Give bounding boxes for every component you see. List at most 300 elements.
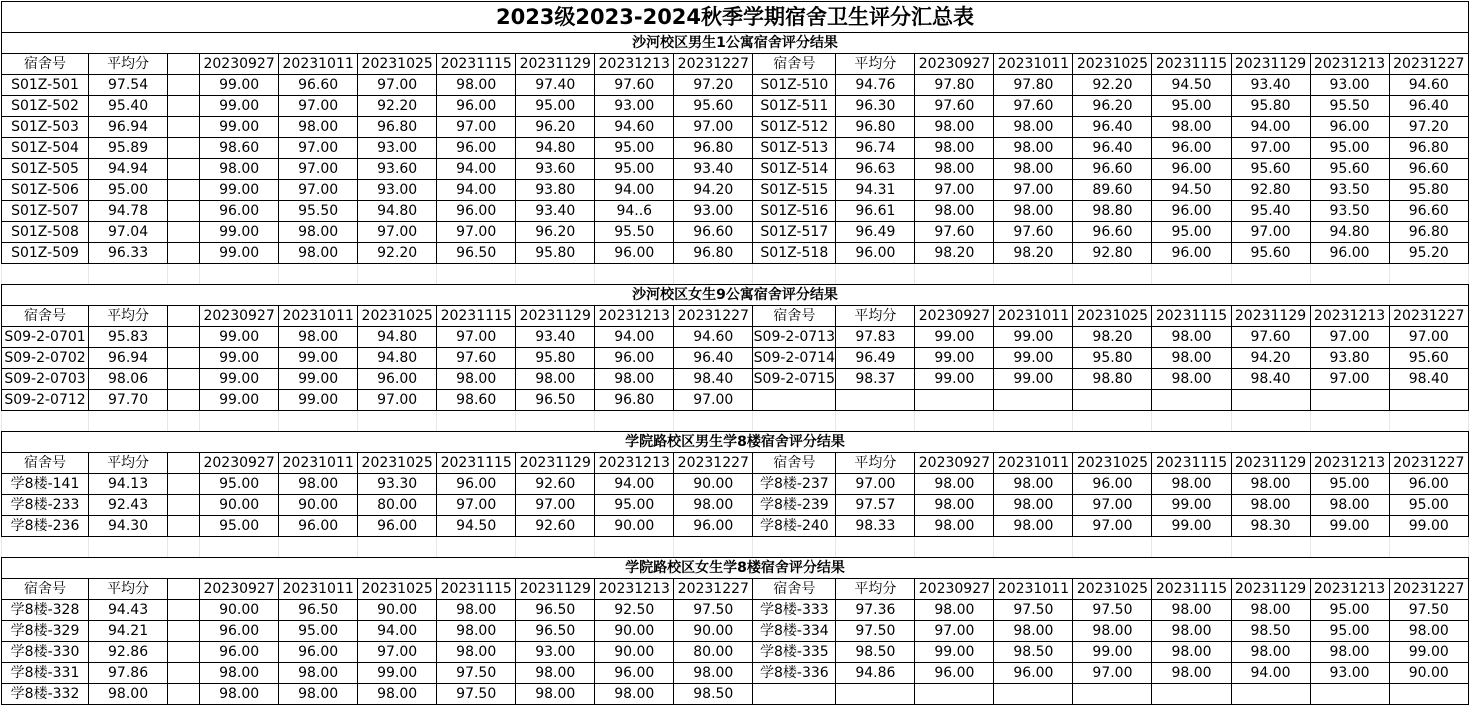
table-row — [2, 159, 1469, 180]
score-cell — [168, 516, 200, 537]
column-header: 20231129 — [516, 453, 595, 474]
column-header: 20231129 — [516, 579, 595, 600]
room-cell: S01Z-510 — [753, 75, 836, 96]
score-cell: 96.00 — [1152, 138, 1231, 159]
score-cell: 94.50 — [1152, 180, 1231, 201]
score-cell: 98.00 — [1152, 474, 1231, 495]
room-cell: S01Z-511 — [753, 96, 836, 117]
score-cell: 96.63 — [836, 159, 915, 180]
score-cell: 97.00 — [674, 390, 753, 411]
score-cell: 90.00 — [595, 621, 674, 642]
score-cell: 97.00 — [1073, 516, 1152, 537]
score-cell: 90.00 — [1389, 663, 1468, 684]
score-cell — [168, 138, 200, 159]
score-cell: 95.00 — [200, 516, 279, 537]
score-cell: 99.00 — [994, 348, 1073, 369]
score-cell: 99.00 — [915, 642, 994, 663]
score-cell: 99.00 — [200, 96, 279, 117]
room-cell: 学8楼-328 — [2, 600, 89, 621]
spacer-row — [2, 411, 1469, 432]
score-cell: 92.80 — [1231, 180, 1310, 201]
score-cell — [168, 243, 200, 264]
score-cell: 96.94 — [89, 117, 168, 138]
room-cell: S01Z-517 — [753, 222, 836, 243]
score-cell: 97.83 — [836, 327, 915, 348]
score-cell: 97.86 — [89, 663, 168, 684]
score-cell: 97.60 — [994, 222, 1073, 243]
spacer-cell — [994, 411, 1073, 432]
column-header: 20231025 — [1073, 453, 1152, 474]
column-header: 20231213 — [1310, 306, 1389, 327]
score-cell: 97.60 — [595, 75, 674, 96]
score-cell: 98.50 — [1231, 621, 1310, 642]
room-cell: S01Z-505 — [2, 159, 89, 180]
score-cell — [168, 96, 200, 117]
score-cell: 97.60 — [915, 222, 994, 243]
spacer-cell — [836, 264, 915, 285]
score-cell: 95.00 — [1152, 222, 1231, 243]
column-header: 平均分 — [836, 54, 915, 75]
spacer-cell — [89, 264, 168, 285]
column-header: 20231227 — [674, 579, 753, 600]
score-cell: 94.78 — [89, 201, 168, 222]
score-cell: 95.00 — [1310, 600, 1389, 621]
spacer-cell — [279, 411, 358, 432]
spacer-cell — [200, 537, 279, 558]
table-row — [2, 516, 1469, 537]
score-cell: 92.50 — [595, 600, 674, 621]
score-cell: 95.50 — [1310, 96, 1389, 117]
score-cell: 98.00 — [994, 495, 1073, 516]
score-cell: 97.00 — [915, 621, 994, 642]
score-cell: 98.00 — [1310, 495, 1389, 516]
score-cell: 99.00 — [200, 390, 279, 411]
spacer-cell — [1152, 537, 1231, 558]
score-cell: 94.86 — [836, 663, 915, 684]
score-cell: 96.00 — [200, 642, 279, 663]
spacer-cell — [437, 264, 516, 285]
room-cell: S01Z-508 — [2, 222, 89, 243]
score-cell: 93.00 — [358, 180, 437, 201]
score-cell: 99.00 — [279, 348, 358, 369]
room-cell: 学8楼-329 — [2, 621, 89, 642]
score-cell: 98.00 — [279, 684, 358, 705]
score-cell — [1310, 390, 1389, 411]
column-header: 宿舍号 — [753, 579, 836, 600]
spacer-cell — [994, 264, 1073, 285]
score-cell: 96.50 — [437, 243, 516, 264]
column-header: 平均分 — [89, 579, 168, 600]
score-cell: 94..6 — [595, 201, 674, 222]
spacer-cell — [1389, 264, 1468, 285]
spacer-cell — [168, 537, 200, 558]
score-cell: 99.00 — [200, 369, 279, 390]
score-cell: 96.40 — [1073, 117, 1152, 138]
score-cell: 96.50 — [516, 621, 595, 642]
column-header: 20230927 — [200, 579, 279, 600]
score-cell: 99.00 — [200, 222, 279, 243]
column-header: 20230927 — [200, 54, 279, 75]
spacer-cell — [1310, 411, 1389, 432]
score-cell: 96.60 — [279, 75, 358, 96]
score-cell: 95.60 — [1310, 159, 1389, 180]
header-row — [2, 54, 1469, 75]
section-title: 学院路校区女生学8楼宿舍评分结果 — [2, 558, 1469, 579]
score-cell — [1310, 684, 1389, 705]
spacer-cell — [89, 411, 168, 432]
spacer-cell — [1231, 264, 1310, 285]
score-cell: 90.00 — [674, 474, 753, 495]
score-cell: 94.60 — [674, 327, 753, 348]
score-cell: 96.00 — [437, 96, 516, 117]
score-cell: 93.50 — [1310, 180, 1389, 201]
score-cell: 96.94 — [89, 348, 168, 369]
score-cell: 90.00 — [200, 495, 279, 516]
score-cell: 97.00 — [516, 495, 595, 516]
score-cell: 96.60 — [674, 222, 753, 243]
spacer-cell — [437, 537, 516, 558]
score-cell: 96.49 — [836, 348, 915, 369]
column-header: 20231129 — [1231, 579, 1310, 600]
score-cell: 93.40 — [674, 159, 753, 180]
score-cell: 90.00 — [279, 495, 358, 516]
room-cell: S01Z-513 — [753, 138, 836, 159]
score-cell: 97.00 — [437, 222, 516, 243]
spacer-cell — [279, 264, 358, 285]
column-header: 20231025 — [358, 453, 437, 474]
room-cell: 学8楼-141 — [2, 474, 89, 495]
room-cell: S01Z-507 — [2, 201, 89, 222]
score-cell: 98.50 — [836, 642, 915, 663]
column-header: 20231129 — [1231, 54, 1310, 75]
spacer-cell — [674, 264, 753, 285]
score-cell: 93.00 — [1310, 663, 1389, 684]
column-header: 20231213 — [1310, 54, 1389, 75]
score-cell: 98.00 — [1152, 600, 1231, 621]
column-header: 20230927 — [915, 54, 994, 75]
score-cell: 94.20 — [1231, 348, 1310, 369]
score-cell: 95.00 — [1389, 495, 1468, 516]
score-cell: 99.00 — [915, 369, 994, 390]
column-header: 20230927 — [915, 306, 994, 327]
column-header: 20231227 — [674, 306, 753, 327]
score-cell: 90.00 — [358, 600, 437, 621]
score-cell: 97.36 — [836, 600, 915, 621]
score-cell: 97.00 — [1231, 138, 1310, 159]
spacer-cell — [279, 537, 358, 558]
score-cell: 95.00 — [595, 138, 674, 159]
score-cell: 98.00 — [200, 159, 279, 180]
score-cell — [168, 180, 200, 201]
spacer-cell — [595, 537, 674, 558]
spacer-cell — [2, 264, 89, 285]
room-cell: 学8楼-332 — [2, 684, 89, 705]
score-cell: 95.60 — [1231, 243, 1310, 264]
spacer-cell — [915, 411, 994, 432]
score-cell: 98.00 — [994, 621, 1073, 642]
score-cell: 95.00 — [89, 180, 168, 201]
score-cell: 92.43 — [89, 495, 168, 516]
score-cell: 95.00 — [1310, 474, 1389, 495]
spacer-cell — [1152, 411, 1231, 432]
score-cell: 97.00 — [994, 180, 1073, 201]
column-header: 20231227 — [1389, 579, 1468, 600]
room-cell: 学8楼-233 — [2, 495, 89, 516]
score-cell: 93.00 — [674, 201, 753, 222]
score-cell: 98.00 — [1389, 621, 1468, 642]
score-cell: 98.00 — [994, 138, 1073, 159]
score-cell — [168, 642, 200, 663]
score-cell: 98.00 — [1152, 117, 1231, 138]
score-cell: 98.33 — [836, 516, 915, 537]
score-cell: 96.00 — [200, 201, 279, 222]
score-cell: 95.40 — [89, 96, 168, 117]
score-cell: 98.00 — [200, 684, 279, 705]
score-cell — [994, 684, 1073, 705]
score-cell: 97.00 — [279, 96, 358, 117]
score-cell: 96.00 — [994, 663, 1073, 684]
spacer-cell — [168, 411, 200, 432]
score-cell: 99.00 — [915, 327, 994, 348]
table-row — [2, 663, 1469, 684]
score-cell: 98.00 — [1231, 495, 1310, 516]
score-cell: 98.30 — [1231, 516, 1310, 537]
score-cell: 95.00 — [279, 621, 358, 642]
score-cell: 96.80 — [358, 117, 437, 138]
score-cell: 99.00 — [200, 327, 279, 348]
score-cell: 99.00 — [200, 180, 279, 201]
score-cell: 96.00 — [595, 243, 674, 264]
column-header — [168, 306, 200, 327]
room-cell: S01Z-515 — [753, 180, 836, 201]
table-row — [2, 642, 1469, 663]
score-cell: 99.00 — [1389, 516, 1468, 537]
score-cell: 98.00 — [437, 600, 516, 621]
score-cell: 94.80 — [358, 327, 437, 348]
score-cell: 95.80 — [516, 243, 595, 264]
score-cell: 96.50 — [279, 600, 358, 621]
score-cell: 97.54 — [89, 75, 168, 96]
score-cell — [168, 348, 200, 369]
score-cell: 95.80 — [1389, 180, 1468, 201]
header-row — [2, 453, 1469, 474]
score-cell — [915, 684, 994, 705]
table-row — [2, 684, 1469, 705]
score-cell: 95.00 — [595, 495, 674, 516]
score-cell: 95.00 — [1310, 138, 1389, 159]
column-header: 20231227 — [674, 54, 753, 75]
score-cell: 97.00 — [1073, 495, 1152, 516]
score-cell: 94.80 — [516, 138, 595, 159]
room-cell: S01Z-502 — [2, 96, 89, 117]
room-cell: 学8楼-239 — [753, 495, 836, 516]
score-cell: 94.00 — [358, 621, 437, 642]
spacer-row — [2, 264, 1469, 285]
room-cell: S01Z-504 — [2, 138, 89, 159]
score-cell: 98.00 — [516, 369, 595, 390]
score-cell — [168, 327, 200, 348]
score-cell — [1152, 684, 1231, 705]
section-title-row — [2, 285, 1469, 306]
score-cell: 93.80 — [1310, 348, 1389, 369]
score-cell: 98.00 — [1152, 348, 1231, 369]
score-cell: 95.00 — [1152, 96, 1231, 117]
spacer-cell — [2, 537, 89, 558]
score-cell: 96.00 — [437, 138, 516, 159]
score-cell: 95.60 — [674, 96, 753, 117]
score-cell: 97.00 — [437, 327, 516, 348]
column-header: 20230927 — [200, 306, 279, 327]
column-header: 宿舍号 — [2, 306, 89, 327]
spacer-cell — [836, 411, 915, 432]
score-cell: 92.60 — [516, 474, 595, 495]
column-header: 20231115 — [437, 453, 516, 474]
score-cell: 96.30 — [836, 96, 915, 117]
room-cell: S01Z-518 — [753, 243, 836, 264]
score-cell: 99.00 — [200, 348, 279, 369]
score-cell: 95.80 — [1073, 348, 1152, 369]
spacer-cell — [836, 537, 915, 558]
score-cell: 98.00 — [437, 621, 516, 642]
score-cell: 94.00 — [595, 474, 674, 495]
score-cell: 96.00 — [1152, 243, 1231, 264]
score-cell: 97.50 — [836, 621, 915, 642]
score-cell — [168, 117, 200, 138]
score-cell — [168, 390, 200, 411]
score-cell — [1389, 684, 1468, 705]
room-cell: 学8楼-330 — [2, 642, 89, 663]
score-cell: 98.00 — [1231, 474, 1310, 495]
section-title-row — [2, 558, 1469, 579]
score-cell: 93.40 — [1231, 75, 1310, 96]
table-row — [2, 390, 1469, 411]
column-header — [168, 54, 200, 75]
spacer-cell — [437, 411, 516, 432]
spacer-cell — [358, 411, 437, 432]
score-cell: 97.00 — [836, 474, 915, 495]
score-cell: 97.00 — [279, 180, 358, 201]
table-row — [2, 243, 1469, 264]
room-cell — [753, 390, 836, 411]
room-cell: 学8楼-334 — [753, 621, 836, 642]
score-cell: 98.40 — [1231, 369, 1310, 390]
column-header: 平均分 — [89, 453, 168, 474]
score-cell: 96.60 — [1073, 222, 1152, 243]
column-header: 20231011 — [994, 54, 1073, 75]
score-cell: 98.00 — [915, 138, 994, 159]
score-cell: 94.30 — [89, 516, 168, 537]
score-cell — [168, 474, 200, 495]
score-cell: 94.13 — [89, 474, 168, 495]
score-cell: 95.60 — [1389, 348, 1468, 369]
score-cell: 94.80 — [358, 201, 437, 222]
room-cell: 学8楼-240 — [753, 516, 836, 537]
score-cell: 97.04 — [89, 222, 168, 243]
room-cell: S01Z-512 — [753, 117, 836, 138]
column-header: 20231115 — [437, 54, 516, 75]
score-cell: 99.00 — [1152, 495, 1231, 516]
score-cell: 97.00 — [1389, 327, 1468, 348]
column-header: 20231129 — [1231, 453, 1310, 474]
score-cell: 97.00 — [1073, 663, 1152, 684]
spacer-cell — [595, 264, 674, 285]
score-cell — [168, 495, 200, 516]
spacer-cell — [1073, 411, 1152, 432]
score-cell: 98.00 — [1152, 327, 1231, 348]
room-cell: S09-2-0715 — [753, 369, 836, 390]
score-cell: 98.00 — [89, 684, 168, 705]
column-header: 20231213 — [595, 306, 674, 327]
column-header: 20231213 — [595, 54, 674, 75]
score-cell: 92.20 — [358, 243, 437, 264]
score-cell: 98.00 — [279, 243, 358, 264]
score-cell: 98.00 — [1152, 621, 1231, 642]
spacer-cell — [915, 264, 994, 285]
score-cell: 98.00 — [915, 159, 994, 180]
column-header: 平均分 — [89, 54, 168, 75]
score-cell — [1231, 390, 1310, 411]
score-cell: 96.00 — [279, 642, 358, 663]
score-cell: 95.60 — [1231, 159, 1310, 180]
spacer-cell — [1073, 264, 1152, 285]
score-cell: 96.20 — [1073, 96, 1152, 117]
score-cell: 96.00 — [836, 243, 915, 264]
score-cell: 94.00 — [437, 180, 516, 201]
score-cell: 95.00 — [516, 96, 595, 117]
score-cell: 96.74 — [836, 138, 915, 159]
score-cell: 96.80 — [674, 138, 753, 159]
score-cell: 99.00 — [994, 327, 1073, 348]
section-title-row — [2, 33, 1469, 54]
score-cell: 98.00 — [1073, 621, 1152, 642]
score-cell: 98.00 — [915, 474, 994, 495]
score-cell: 95.89 — [89, 138, 168, 159]
score-cell: 95.50 — [279, 201, 358, 222]
score-cell: 98.00 — [1152, 642, 1231, 663]
score-cell: 98.50 — [674, 684, 753, 705]
score-cell: 94.00 — [1231, 663, 1310, 684]
section-title-row — [2, 432, 1469, 453]
score-cell: 98.20 — [994, 243, 1073, 264]
column-header: 20231115 — [437, 579, 516, 600]
score-cell: 98.00 — [994, 201, 1073, 222]
room-cell: S01Z-506 — [2, 180, 89, 201]
score-cell — [168, 369, 200, 390]
score-cell — [168, 600, 200, 621]
column-header: 20231227 — [1389, 453, 1468, 474]
column-header: 20231129 — [516, 306, 595, 327]
score-cell: 98.00 — [437, 369, 516, 390]
score-cell: 94.60 — [595, 117, 674, 138]
score-cell: 98.00 — [358, 684, 437, 705]
spacer-cell — [358, 537, 437, 558]
column-header: 20231115 — [1152, 579, 1231, 600]
column-header: 20231213 — [595, 579, 674, 600]
room-cell: S01Z-516 — [753, 201, 836, 222]
score-cell: 97.00 — [279, 138, 358, 159]
score-cell: 94.80 — [1310, 222, 1389, 243]
score-cell: 96.00 — [674, 516, 753, 537]
score-cell: 95.00 — [595, 159, 674, 180]
score-cell: 98.00 — [674, 663, 753, 684]
spacer-cell — [1231, 537, 1310, 558]
spacer-cell — [915, 537, 994, 558]
room-cell: 学8楼-333 — [753, 600, 836, 621]
spacer-cell — [1310, 537, 1389, 558]
score-cell: 98.00 — [200, 663, 279, 684]
score-cell: 94.00 — [595, 327, 674, 348]
spacer-row — [2, 537, 1469, 558]
